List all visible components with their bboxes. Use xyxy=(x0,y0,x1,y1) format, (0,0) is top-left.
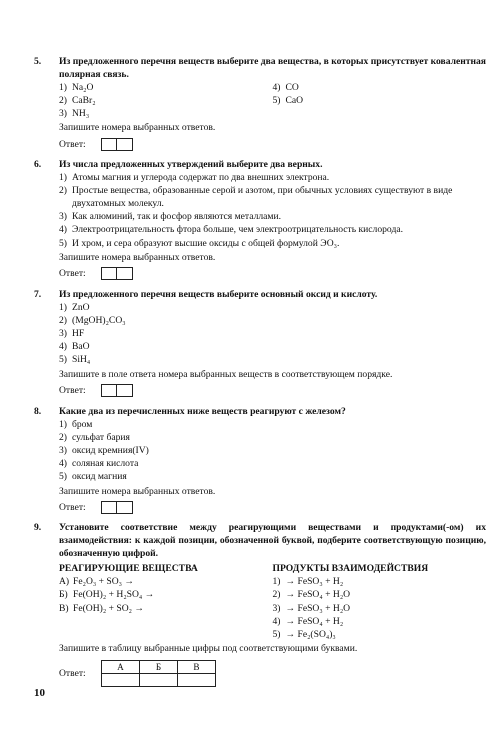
answer-table xyxy=(101,660,216,687)
answer-table-cell[interactable] xyxy=(140,674,178,687)
option: 4) Электроотрицательность фтора больше, чем электроотрицательность кислорода. xyxy=(59,224,403,236)
option: 1) ZnO xyxy=(59,302,90,314)
answer-box[interactable] xyxy=(117,267,133,280)
task-question: Из числа предложенных утверждений выберите два верных. xyxy=(59,159,323,170)
task-instruction: Запишите в поле ответа номера выбранных веществ в соответствующем порядке. xyxy=(59,368,393,380)
answer-label: Ответ: xyxy=(59,501,86,513)
product-item: 5) → Fe₂(SO₄)₃ xyxy=(272,628,336,640)
product-item: 4) → FeSO₄ + H₂ xyxy=(272,615,344,627)
answer-row xyxy=(59,383,486,398)
option: 1) Na₂O xyxy=(59,82,94,94)
option: 5) CaO xyxy=(272,95,304,107)
task-5 xyxy=(34,55,486,152)
answer-table-cell[interactable] xyxy=(178,674,216,687)
option: 4) BaO xyxy=(59,341,90,353)
task-number: 5. xyxy=(34,56,42,67)
task-6 xyxy=(34,158,486,281)
option: 3) NH₃ xyxy=(59,108,90,120)
task-number: 6. xyxy=(34,159,42,170)
answer-table-cell[interactable] xyxy=(102,674,140,687)
answer-row xyxy=(59,266,486,281)
answer-box[interactable] xyxy=(101,384,117,397)
task-question: Из предложенного перечня веществ выберите основный оксид и кислоту. xyxy=(59,289,378,300)
task-instruction: Запишите в таблицу выбранные цифры под соответствующими буквами. xyxy=(59,642,358,654)
answer-box[interactable] xyxy=(101,267,117,280)
option: 2) (MgOH)₂CO₃ xyxy=(59,315,126,327)
task-8 xyxy=(34,405,486,515)
task-number: 8. xyxy=(34,406,42,417)
option: 3) HF xyxy=(59,328,85,340)
answer-label: Ответ: xyxy=(59,267,86,279)
task-7 xyxy=(34,288,486,398)
answer-table-header: А xyxy=(102,661,140,674)
answer-label: Ответ: xyxy=(59,384,86,396)
option: 1) бром xyxy=(59,419,93,431)
reactant-item: В) Fe(OH)₂ + SO₂ → xyxy=(59,602,144,614)
reactant-item: А) Fe₂O₃ + SO₃ → xyxy=(59,576,135,588)
answer-table-header: Б xyxy=(140,661,178,674)
answer-box[interactable] xyxy=(117,501,133,514)
task-question: Установите соответствие между реагирующими веществами и продуктами(-ом) их взаимодействия: к каждой позиции, обозначенной буквой, подберите соответствующую позицию, обозначенную цифрой. xyxy=(59,522,486,560)
answer-table-header: В xyxy=(178,661,216,674)
reactant-item: Б) Fe(OH)₂ + H₂SO₄ → xyxy=(59,589,155,601)
option: 2) сульфат бария xyxy=(59,432,130,444)
right-column-header: ПРОДУКТЫ ВЗАИМОДЕЙСТВИЯ xyxy=(272,563,429,575)
option: 5) SiH₄ xyxy=(59,354,91,366)
page-number: 10 xyxy=(34,687,45,699)
option: 3) оксид кремния(IV) xyxy=(59,445,149,457)
left-column-header: РЕАГИРУЮЩИЕ ВЕЩЕСТВА xyxy=(59,563,198,575)
task-question: Какие два из перечисленных ниже веществ реагируют с железом? xyxy=(59,406,346,417)
product-item: 3) → FeSO₃ + H₂O xyxy=(272,602,351,614)
answer-table-row xyxy=(59,659,486,689)
option: 2) Простые вещества, образованные серой и азотом, при обычных условиях существуют в виде двухатомных молекул. xyxy=(59,185,453,210)
task-number: 7. xyxy=(34,289,42,300)
answer-box[interactable] xyxy=(101,138,117,151)
option: 1) Атомы магния и углерода содержат по два внешних электрона. xyxy=(59,172,330,184)
task-number: 9. xyxy=(34,522,42,533)
answer-label: Ответ: xyxy=(59,138,86,150)
option: 4) CO xyxy=(272,82,299,94)
option: 5) И хром, и сера образуют высшие оксиды с общей формулой ЭО₃. xyxy=(59,237,340,249)
answer-row xyxy=(59,500,486,515)
answer-box[interactable] xyxy=(117,138,133,151)
answer-label: Ответ: xyxy=(59,668,86,680)
option: 5) оксид магния xyxy=(59,471,127,483)
option: 2) CaBr₂ xyxy=(59,95,96,107)
task-instruction: Запишите номера выбранных ответов. xyxy=(59,251,216,263)
task-instruction: Запишите номера выбранных ответов. xyxy=(59,485,216,497)
answer-row xyxy=(59,137,486,152)
option: 3) Как алюминий, так и фосфор являются металлами. xyxy=(59,211,282,223)
task-instruction: Запишите номера выбранных ответов. xyxy=(59,122,216,134)
product-item: 1) → FeSO₃ + H₂ xyxy=(272,576,344,588)
task-9 xyxy=(34,521,486,689)
task-question: Из предложенного перечня веществ выберите два вещества, в которых присутствует ковалентная полярная связь. xyxy=(59,56,486,81)
answer-box[interactable] xyxy=(101,501,117,514)
option: 4) соляная кислота xyxy=(59,458,139,470)
product-item: 2) → FeSO₄ + H₂O xyxy=(272,589,351,601)
answer-box[interactable] xyxy=(117,384,133,397)
